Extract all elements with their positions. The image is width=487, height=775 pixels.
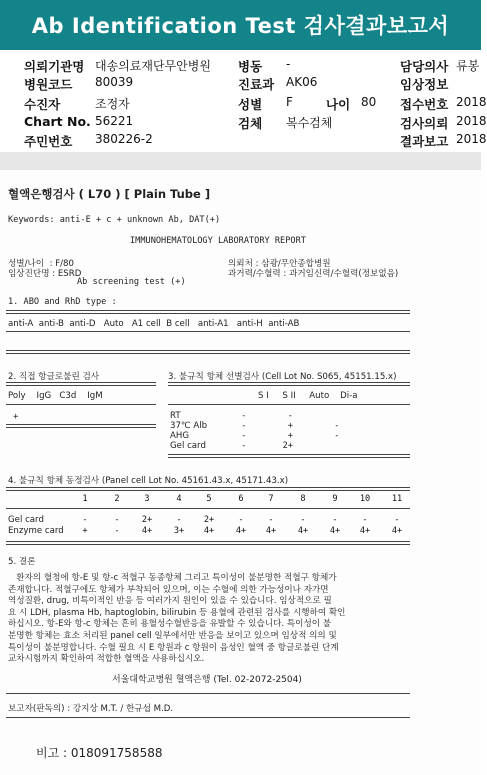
panel-enzyme-result: 4+: [203, 526, 215, 536]
rule: [6, 508, 410, 509]
screen-values: - 2+: [236, 441, 293, 451]
rule: [6, 331, 410, 332]
panel-gel-result: 2+: [141, 515, 153, 525]
screen-values: - -: [236, 411, 293, 421]
lab-name: 서울대학교병원 혈액은행 (Tel. 02-2072-2504): [112, 675, 302, 685]
rule: [168, 454, 410, 458]
panel-cell-number: 5: [206, 494, 212, 504]
chart-no-label: Chart No.: [24, 114, 91, 129]
receipt-no-label: 접수번호: [400, 97, 449, 112]
screen-values: - + -: [236, 431, 340, 441]
screen-phase: AHG: [170, 431, 190, 441]
result-date-value: 2018: [456, 132, 487, 146]
panel-enzyme-result: 4+: [297, 526, 309, 536]
screen-phase: Gel card: [170, 441, 206, 451]
hospital-code-label: 병원코드: [24, 77, 73, 92]
section1-title: 1. ABO and RhD type :: [8, 297, 117, 307]
rule: [168, 404, 410, 405]
panel-cell-number: 8: [300, 494, 306, 504]
resident-no-label: 주민번호: [24, 134, 73, 149]
request-date-label: 검사의뢰: [400, 116, 449, 131]
rule: [6, 424, 156, 428]
rule: [6, 350, 410, 354]
ward-value: -: [286, 57, 291, 71]
reporter: 보고자(판독의) : 강지상 M.T. / 한규섭 M.D.: [8, 704, 174, 714]
chart-no-value: 56221: [95, 114, 134, 128]
resident-no-value: 380226-2: [95, 132, 153, 146]
requester: 의뢰처 : 삼광/무안종합병원: [228, 259, 331, 269]
rule: [6, 487, 410, 491]
rule: [6, 404, 156, 405]
sex-value: F: [286, 95, 293, 109]
panel-cell-number: 1: [82, 494, 88, 504]
panel-enzyme-result: -: [114, 526, 120, 536]
panel-cell-number: 3: [144, 494, 150, 504]
clinical-info-label: 임상정보: [400, 77, 449, 92]
panel-enzyme-result: 4+: [265, 526, 277, 536]
conclusion-line: 존재합니다. 적혈구에도 항체가 부착되어 있으며, 이는 수혈에 의한 가능성이나 자가면: [8, 584, 329, 595]
panel-gel-result: -: [238, 515, 244, 525]
rule: [6, 693, 410, 694]
remark: 비고 : 018091758588: [36, 746, 163, 760]
clinical-diagnosis: 임상진단명 : ESRD: [8, 269, 82, 279]
panel-cell-number: 2: [114, 494, 120, 504]
dat-headers: Poly IgG C3d IgM: [8, 391, 103, 401]
panel-cell-number: 11: [391, 494, 403, 504]
section3-title: 3. 불규칙 항체 선별검사 (Cell Lot No. S065, 45151.15.x): [168, 372, 397, 382]
panel-gel-result: -: [268, 515, 274, 525]
rule: [168, 382, 410, 386]
conclusion-text: [8, 573, 448, 666]
panel-cell-number: 6: [238, 494, 244, 504]
age-value: 80: [361, 95, 377, 109]
specimen-label: 검체: [238, 116, 263, 131]
patient-info-panel: [0, 50, 487, 152]
conclusion-line: 역성질환, drug, 비특이적인 반응 등 여러가지 원인이 있을 수 있습니다. 임상적으로 필: [8, 596, 332, 607]
dept-value: AK06: [286, 75, 318, 89]
institution-label: 의뢰기관명: [24, 59, 85, 74]
specimen-value: 복수검체: [286, 116, 333, 130]
panel-gel-result: -: [176, 515, 182, 525]
ward-label: 병동: [238, 59, 263, 74]
panel-enzyme-result: 3+: [173, 526, 185, 536]
panel-enzyme-result: 4+: [235, 526, 247, 536]
screen-phase: 37℃ Alb: [170, 421, 208, 431]
patient-value: 조정자: [95, 97, 130, 111]
rule: [6, 541, 410, 545]
dat-values: +: [8, 412, 19, 422]
ab-screening: Ab screening test (+): [77, 277, 186, 287]
panel-gel-result: 2+: [203, 515, 215, 525]
panel-cell-number: 10: [359, 494, 371, 504]
panel-enzyme-result: 4+: [141, 526, 153, 536]
doctor-label: 담당의사: [400, 59, 449, 74]
request-date-value: 2018: [456, 114, 487, 128]
screen-phase: RT: [170, 411, 181, 421]
panel-enzyme-result: +: [82, 526, 88, 536]
rule: [6, 717, 410, 718]
receipt-no-value: 2018: [456, 95, 487, 109]
screen-values: - + -: [236, 421, 340, 431]
screen-headers: S I S II Auto Di-a: [258, 391, 358, 401]
panel-enzyme-result: 4+: [391, 526, 403, 536]
rule: [6, 382, 156, 386]
panel-gel-result: -: [394, 515, 400, 525]
section-separator: [0, 152, 481, 170]
scanned-report: [0, 170, 481, 775]
panel-enzyme-label: Enzyme card: [8, 526, 64, 536]
doctor-value: 류봉: [456, 59, 480, 73]
panel-gel-result: -: [82, 515, 88, 525]
conclusion-line: 환자의 혈청에 항-E 및 항-c 적혈구 동종항체 그리고 특이성이 불분명한 적혈구 항체가: [8, 573, 337, 583]
lab-report-title: IMMUNOHEMATOLOGY LABORATORY REPORT: [130, 236, 306, 246]
result-date-label: 결과보고: [400, 134, 449, 149]
conclusion-line: 특이성이 불분명합니다. 수혈 필요 시 E 항원과 c 항원이 음성인 혈액 중 항글로불린 단계: [8, 642, 339, 653]
panel-gel-label: Gel card: [8, 515, 44, 525]
panel-gel-result: -: [332, 515, 338, 525]
conclusion-line: 교차시험까지 확인하여 적합한 혈액을 사용하십시오.: [8, 654, 205, 665]
panel-enzyme-result: 4+: [329, 526, 341, 536]
section4-title: 4. 불규칙 항체 동정검사 (Panel cell Lot No. 45161.43.x, 45171.43.x): [8, 476, 289, 486]
age-label: 나이: [326, 97, 351, 112]
conclusion-line: 분명한 항체는 효소 처리된 panel cell 일부에서만 반응을 보이고 있으며 임상적 의의 및: [8, 630, 337, 641]
history: 과거력/수혈력 : 과거임신력/수혈력(정보없음): [228, 269, 399, 279]
panel-gel-result: -: [300, 515, 306, 525]
report-heading: 혈액은행검사 ( L70 ) [ Plain Tube ]: [8, 187, 211, 201]
panel-cell-number: 4: [176, 494, 182, 504]
panel-enzyme-result: 4+: [359, 526, 371, 536]
report-title: Ab Identification Test 검사결과보고서: [31, 14, 450, 38]
abo-headers: anti-A anti-B anti-D Auto A1 cell B cell anti-A1 anti-H anti-AB: [8, 319, 300, 329]
sex-age: 성별/나이 : F/80: [8, 259, 74, 269]
rule: [6, 310, 410, 314]
keywords: Keywords: anti-E + c + unknown Ab, DAT(+): [8, 215, 221, 225]
panel-gel-result: -: [114, 515, 120, 525]
panel-gel-result: -: [362, 515, 368, 525]
institution-value: 대송의료재단무안병원: [95, 59, 211, 73]
section5-title: 5. 결론: [8, 557, 36, 567]
panel-cell-number: 7: [268, 494, 274, 504]
hospital-code-value: 80039: [95, 75, 134, 89]
dept-label: 진료과: [238, 77, 275, 92]
report-title-bar: [0, 0, 481, 50]
patient-label: 수진자: [24, 97, 61, 112]
conclusion-line: 요 시 LDH, plasma Hb, haptoglobin, bilirubin 등 용혈에 관련된 검사를 시행하여 확인: [8, 607, 346, 618]
panel-cell-number: 9: [332, 494, 338, 504]
section2-title: 2. 직접 항글로불린 검사: [8, 372, 100, 382]
conclusion-line: 하십시오. 항-E와 항-c 항체는 흔히 용혈성수혈반응을 유발할 수 있습니다. 특이성이 불: [8, 619, 332, 630]
sex-label: 성별: [238, 97, 263, 112]
